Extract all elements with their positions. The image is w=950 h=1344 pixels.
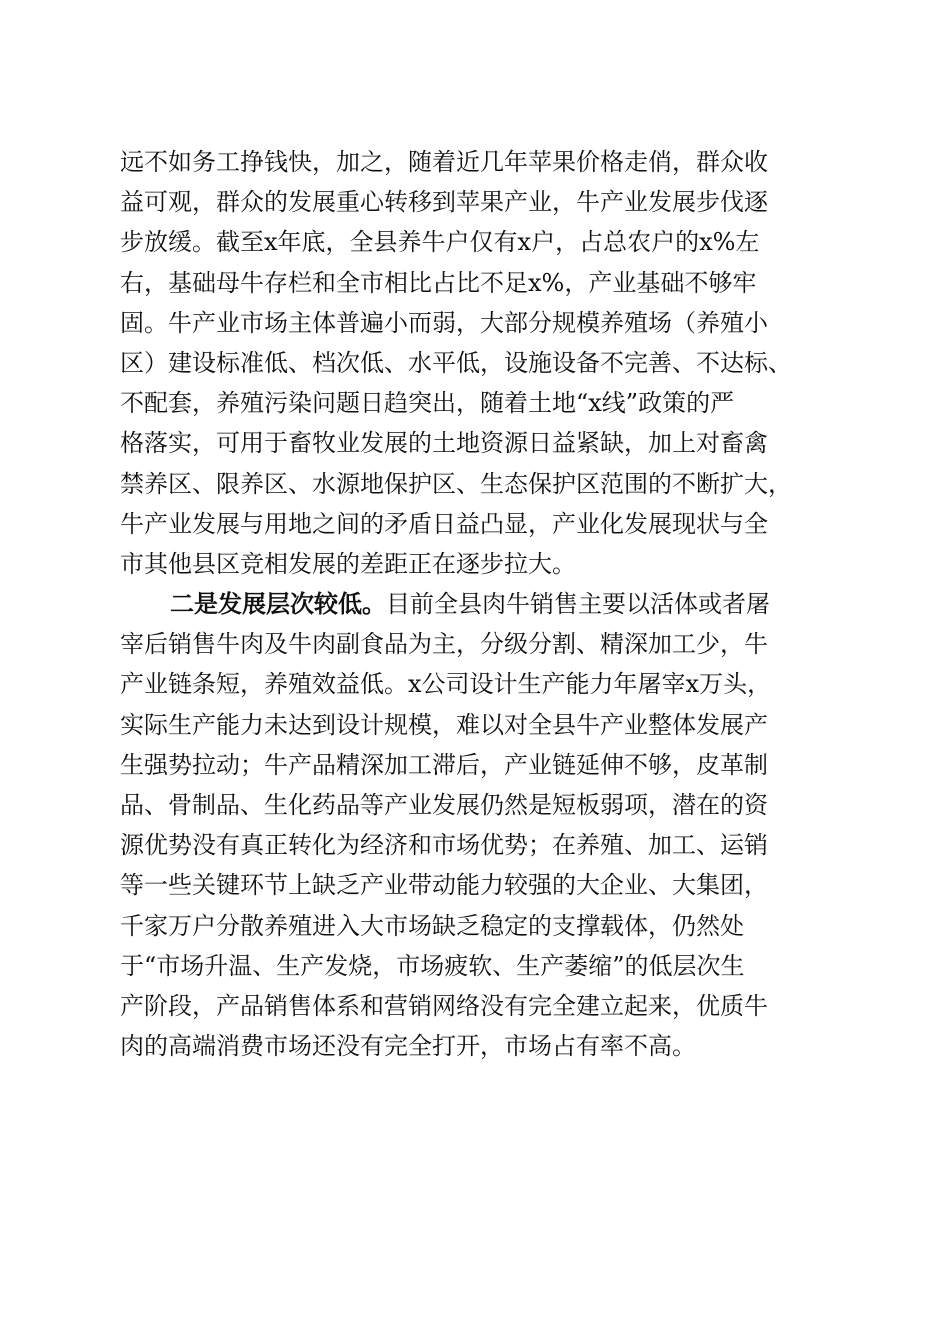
paragraph-line: 区）建设标准低、档次低、水平低，设施设备不完善、不达标、 — [120, 348, 792, 377]
paragraph-line: 肉的高端消费市场还没有完全打开，市场占有率不高。 — [120, 1032, 696, 1061]
paragraph-line: 牛产业发展与用地之间的矛盾日益凸显，产业化发展现状与全 — [120, 509, 768, 538]
paragraph-line: 格落实，可用于畜牧业发展的土地资源日益紧缺，加上对畜禽 — [120, 429, 768, 458]
paragraph-first-line — [120, 584, 834, 624]
paragraph-line: 产业链条短，养殖效益低。x公司设计生产能力年屠宰x万头， — [120, 670, 772, 699]
paragraph-line-rest: 目前全县肉牛销售主要以活体或者屠 — [386, 590, 770, 619]
paragraph-line: 步放缓。截至x年底，全县养牛户仅有x户，占总农户的x%左 — [120, 228, 760, 257]
paragraph-line: 等一些关键环节上缺乏产业带动能力较强的大企业、大集团， — [120, 871, 768, 900]
paragraph-line: 固。牛产业市场主体普遍小而弱，大部分规模养殖场（养殖小 — [120, 308, 768, 337]
paragraph-line: 远不如务工挣钱快，加之，随着近几年苹果价格走俏，群众收 — [120, 148, 768, 176]
paragraph-line: 产阶段，产品销售体系和营销网络没有完全建立起来，优质牛 — [120, 991, 768, 1020]
paragraph-line: 生强势拉动；牛产品精深加工滞后，产业链延伸不够，皮革制 — [120, 750, 768, 779]
paragraph-1 — [120, 142, 834, 584]
paragraph-line: 于“市场升温、生产发烧，市场疲软、生产萎缩”的低层次生 — [120, 951, 745, 980]
paragraph-line: 品、骨制品、生化药品等产业发展仍然是短板弱项，潜在的资 — [120, 791, 768, 819]
paragraph-line: 千家万户分散养殖进入大市场缺乏稳定的支撑载体，仍然处 — [120, 911, 744, 940]
paragraph-2 — [120, 584, 834, 1066]
paragraph-line: 不配套，养殖污染问题日趋突出，随着土地“x线”政策的严 — [120, 389, 735, 418]
paragraph-line: 益可观，群众的发展重心转移到苹果产业，牛产业发展步伐逐 — [120, 188, 768, 217]
paragraph-line: 右，基础母牛存栏和全市相比占比不足x%，产业基础不够牢 — [120, 268, 757, 297]
section-heading: 二是发展层次较低。 — [170, 589, 386, 619]
paragraph-line: 实际生产能力未达到设计规模，难以对全县牛产业整体发展产 — [120, 710, 768, 739]
paragraph-line: 宰后销售牛肉及牛肉副食品为主，分级分割、精深加工少，牛 — [120, 630, 768, 659]
document-body — [120, 142, 834, 1066]
paragraph-line: 禁养区、限养区、水源地保护区、生态保护区范围的不断扩大， — [120, 469, 792, 498]
paragraph-line: 源优势没有真正转化为经济和市场优势；在养殖、加工、运销 — [120, 831, 768, 860]
paragraph-line: 市其他县区竞相发展的差距正在逐步拉大。 — [120, 549, 576, 578]
